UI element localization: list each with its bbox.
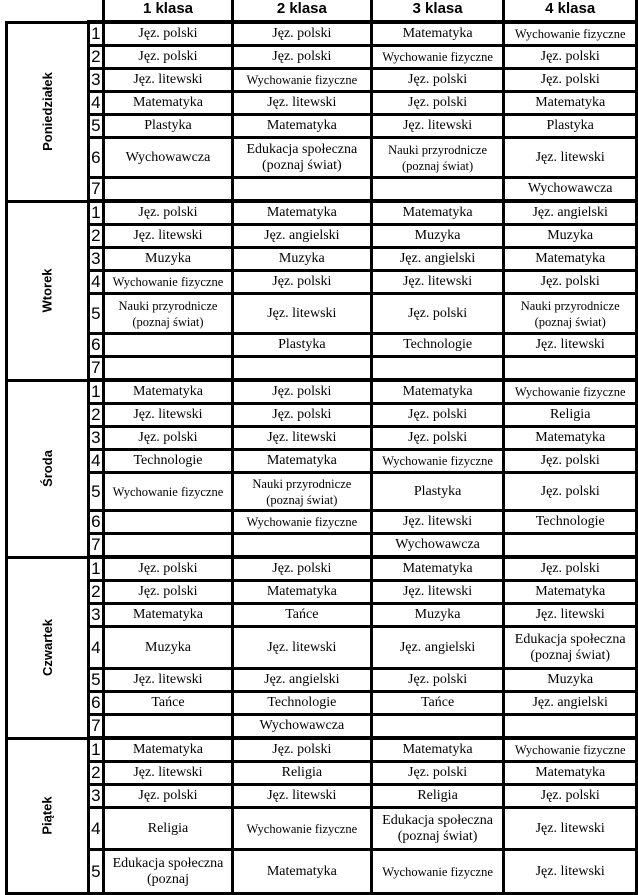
lesson-row (7, 692, 637, 715)
subject-cell: Wychowanie fizyczne (504, 22, 637, 46)
lesson-number: 2 (88, 46, 103, 69)
subject-cell: Matematyka (232, 115, 371, 138)
subject-cell (104, 178, 233, 202)
lesson-row (7, 357, 637, 381)
subject-cell: Plastyka (232, 334, 371, 357)
subject-cell: Jęz. angielski (371, 627, 504, 669)
column-header: 1 klasa (104, 0, 233, 22)
subject-cell (504, 357, 637, 381)
subject-cell: Wychowanie fizyczne (232, 808, 371, 850)
lesson-row (7, 785, 637, 808)
subject-cell: Jęz. litewski (104, 404, 233, 427)
subject-cell: Jęz. polski (104, 46, 233, 69)
subject-cell: Technologie (104, 450, 233, 473)
subject-cell: Jęz. polski (232, 380, 371, 404)
subject-cell: Jęz. litewski (371, 271, 504, 294)
column-header: 2 klasa (232, 0, 371, 22)
lesson-number: 4 (88, 271, 103, 294)
subject-cell: Matematyka (504, 762, 637, 785)
lesson-row (7, 850, 637, 894)
day-label: Poniedziałek (39, 71, 55, 151)
subject-cell: Matematyka (504, 427, 637, 450)
subject-cell: Jęz. angielski (371, 248, 504, 271)
column-header: 4 klasa (504, 0, 637, 22)
lesson-row (7, 22, 637, 46)
subject-cell: Nauki przyrodnicze (poznaj świat) (232, 473, 371, 511)
subject-cell: Wychowanie fizyczne (232, 511, 371, 534)
subject-cell: Jęz. litewski (104, 225, 233, 248)
subject-cell (232, 357, 371, 381)
lesson-number: 1 (88, 738, 103, 762)
lesson-number: 3 (88, 248, 103, 271)
subject-cell: Wychowanie fizyczne (232, 69, 371, 92)
subject-cell: Tańce (371, 692, 504, 715)
subject-cell: Matematyka (504, 92, 637, 115)
lesson-number: 1 (88, 380, 103, 404)
subject-cell: Matematyka (504, 581, 637, 604)
subject-cell: Jęz. polski (232, 46, 371, 69)
subject-cell: Jęz. litewski (232, 785, 371, 808)
subject-cell: Wychowanie fizyczne (371, 46, 504, 69)
subject-cell: Jęz. polski (371, 427, 504, 450)
subject-cell: Muzyka (104, 627, 233, 669)
lesson-row (7, 534, 637, 558)
subject-cell: Muzyka (104, 248, 233, 271)
lesson-row (7, 627, 637, 669)
day-label-cell (7, 557, 89, 738)
lesson-number: 4 (88, 92, 103, 115)
subject-cell: Jęz. litewski (371, 511, 504, 534)
subject-cell: Edukacja społeczna (poznaj świat) (232, 138, 371, 178)
subject-cell: Jęz. angielski (504, 692, 637, 715)
subject-cell (371, 178, 504, 202)
lesson-row (7, 669, 637, 692)
lesson-row (7, 473, 637, 511)
lesson-number: 1 (88, 557, 103, 581)
lesson-row (7, 738, 637, 762)
lesson-row (7, 138, 637, 178)
subject-cell: Jęz. litewski (104, 762, 233, 785)
subject-cell (504, 534, 637, 558)
day-label-cell (7, 380, 89, 557)
lesson-number: 2 (88, 762, 103, 785)
subject-cell: Jęz. litewski (371, 581, 504, 604)
subject-cell: Jęz. litewski (504, 604, 637, 627)
subject-cell: Matematyka (104, 738, 233, 762)
lesson-row (7, 450, 637, 473)
subject-cell: Technologie (232, 692, 371, 715)
lesson-row (7, 46, 637, 69)
subject-cell: Jęz. polski (104, 22, 233, 46)
day-label: Czwartek (39, 618, 55, 676)
subject-cell: Religia (104, 808, 233, 850)
subject-cell: Matematyka (232, 850, 371, 894)
subject-cell: Jęz. polski (104, 581, 233, 604)
subject-cell: Jęz. polski (504, 785, 637, 808)
subject-cell: Wychowawcza (232, 715, 371, 739)
subject-cell: Technologie (504, 511, 637, 534)
lesson-number: 5 (88, 669, 103, 692)
subject-cell: Plastyka (371, 473, 504, 511)
subject-cell: Jęz. angielski (504, 201, 637, 225)
lesson-row (7, 92, 637, 115)
lesson-number: 7 (88, 534, 103, 558)
subject-cell: Matematyka (371, 380, 504, 404)
subject-cell (371, 357, 504, 381)
subject-cell: Muzyka (504, 669, 637, 692)
subject-cell (232, 534, 371, 558)
subject-cell: Matematyka (104, 604, 233, 627)
subject-cell: Jęz. litewski (104, 669, 233, 692)
lesson-number: 7 (88, 178, 103, 202)
subject-cell: Wychowanie fizyczne (371, 850, 504, 894)
subject-cell (104, 511, 233, 534)
lesson-row (7, 427, 637, 450)
subject-cell: Jęz. polski (232, 271, 371, 294)
lesson-number: 5 (88, 294, 103, 334)
day-label-cell (7, 738, 89, 894)
lesson-number: 7 (88, 357, 103, 381)
subject-cell: Jęz. litewski (504, 138, 637, 178)
subject-cell: Matematyka (504, 248, 637, 271)
subject-cell: Nauki przyrodnicze (poznaj świat) (504, 294, 637, 334)
lesson-row (7, 604, 637, 627)
timetable (5, 0, 638, 895)
subject-cell: Jęz. polski (104, 785, 233, 808)
subject-cell: Tańce (232, 604, 371, 627)
lesson-row (7, 380, 637, 404)
subject-cell: Jęz. polski (104, 557, 233, 581)
lesson-row (7, 248, 637, 271)
lesson-number: 5 (88, 115, 103, 138)
subject-cell: Jęz. polski (371, 669, 504, 692)
subject-cell: Religia (504, 404, 637, 427)
lesson-number: 5 (88, 850, 103, 894)
subject-cell: Jęz. litewski (504, 334, 637, 357)
subject-cell: Jęz. polski (504, 473, 637, 511)
subject-cell: Jęz. angielski (232, 225, 371, 248)
subject-cell (104, 534, 233, 558)
lesson-number: 2 (88, 225, 103, 248)
subject-cell (104, 715, 233, 739)
lesson-number: 6 (88, 692, 103, 715)
header-corner (7, 0, 104, 22)
lesson-number: 2 (88, 404, 103, 427)
lesson-number: 7 (88, 715, 103, 739)
subject-cell: Jęz. polski (232, 22, 371, 46)
lesson-number: 2 (88, 581, 103, 604)
subject-cell: Matematyka (104, 380, 233, 404)
lesson-number: 5 (88, 473, 103, 511)
subject-cell: Muzyka (504, 225, 637, 248)
lesson-row (7, 69, 637, 92)
subject-cell: Jęz. polski (504, 46, 637, 69)
lesson-row (7, 178, 637, 202)
subject-cell: Wychowanie fizyczne (104, 473, 233, 511)
lesson-row (7, 225, 637, 248)
subject-cell: Matematyka (232, 201, 371, 225)
lesson-row (7, 294, 637, 334)
day-label-cell (7, 22, 89, 201)
lesson-row (7, 201, 637, 225)
lesson-row (7, 511, 637, 534)
subject-cell: Jęz. litewski (504, 850, 637, 894)
subject-cell: Jęz. polski (371, 294, 504, 334)
subject-cell (232, 178, 371, 202)
subject-cell: Jęz. polski (232, 557, 371, 581)
subject-cell: Matematyka (371, 22, 504, 46)
subject-cell: Religia (371, 785, 504, 808)
subject-cell: Muzyka (371, 604, 504, 627)
subject-cell: Plastyka (504, 115, 637, 138)
lesson-number: 6 (88, 511, 103, 534)
subject-cell: Technologie (371, 334, 504, 357)
subject-cell (104, 357, 233, 381)
subject-cell: Matematyka (232, 581, 371, 604)
subject-cell: Jęz. polski (371, 69, 504, 92)
day-label: Piątek (39, 796, 55, 835)
lesson-number: 6 (88, 334, 103, 357)
subject-cell: Matematyka (371, 201, 504, 225)
subject-cell: Jęz. litewski (371, 115, 504, 138)
subject-cell: Wychowawcza (371, 534, 504, 558)
lesson-row (7, 334, 637, 357)
lesson-number: 3 (88, 427, 103, 450)
lesson-row (7, 715, 637, 739)
subject-cell: Jęz. polski (371, 762, 504, 785)
subject-cell: Jęz. polski (104, 201, 233, 225)
subject-cell: Wychowanie fizyczne (371, 450, 504, 473)
lesson-number: 3 (88, 69, 103, 92)
subject-cell: Edukacja społeczna (poznaj (104, 850, 233, 894)
day-label: Wtorek (39, 267, 55, 313)
subject-cell: Muzyka (232, 248, 371, 271)
subject-cell: Wychowawcza (104, 138, 233, 178)
lesson-row (7, 808, 637, 850)
subject-cell: Edukacja społeczna (poznaj świat) (504, 627, 637, 669)
subject-cell: Jęz. angielski (232, 669, 371, 692)
lesson-row (7, 557, 637, 581)
subject-cell: Jęz. litewski (104, 69, 233, 92)
subject-cell: Muzyka (371, 225, 504, 248)
subject-cell (504, 715, 637, 739)
subject-cell: Jęz. litewski (232, 92, 371, 115)
subject-cell: Wychowanie fizyczne (504, 380, 637, 404)
subject-cell: Matematyka (232, 450, 371, 473)
subject-cell: Wychowawcza (504, 178, 637, 202)
lesson-row (7, 115, 637, 138)
subject-cell: Jęz. polski (504, 450, 637, 473)
lesson-number: 1 (88, 201, 103, 225)
lesson-row (7, 404, 637, 427)
subject-cell: Jęz. litewski (504, 808, 637, 850)
subject-cell: Tańce (104, 692, 233, 715)
lesson-number: 1 (88, 22, 103, 46)
subject-cell: Religia (232, 762, 371, 785)
header-row (7, 0, 637, 22)
day-label: Środa (39, 449, 55, 487)
subject-cell: Jęz. polski (504, 557, 637, 581)
subject-cell (104, 334, 233, 357)
subject-cell: Nauki przyrodnicze (poznaj świat) (371, 138, 504, 178)
subject-cell: Matematyka (371, 738, 504, 762)
lesson-row (7, 581, 637, 604)
subject-cell: Jęz. polski (371, 404, 504, 427)
subject-cell: Wychowanie fizyczne (504, 738, 637, 762)
subject-cell: Jęz. polski (504, 69, 637, 92)
subject-cell: Jęz. litewski (232, 627, 371, 669)
column-header: 3 klasa (371, 0, 504, 22)
lesson-number: 3 (88, 604, 103, 627)
lesson-number: 6 (88, 138, 103, 178)
subject-cell: Matematyka (104, 92, 233, 115)
subject-cell: Wychowanie fizyczne (104, 271, 233, 294)
subject-cell (371, 715, 504, 739)
subject-cell: Matematyka (371, 557, 504, 581)
subject-cell: Jęz. litewski (232, 427, 371, 450)
lesson-number: 4 (88, 808, 103, 850)
subject-cell: Edukacja społeczna (poznaj świat) (371, 808, 504, 850)
lesson-number: 3 (88, 785, 103, 808)
subject-cell: Jęz. polski (104, 427, 233, 450)
subject-cell: Jęz. litewski (232, 294, 371, 334)
lesson-row (7, 762, 637, 785)
subject-cell: Nauki przyrodnicze (poznaj świat) (104, 294, 233, 334)
subject-cell: Jęz. polski (232, 404, 371, 427)
lesson-row (7, 271, 637, 294)
subject-cell: Jęz. polski (504, 271, 637, 294)
lesson-number: 4 (88, 450, 103, 473)
lesson-number: 4 (88, 627, 103, 669)
subject-cell: Jęz. polski (371, 92, 504, 115)
day-label-cell (7, 201, 89, 380)
subject-cell: Jęz. polski (232, 738, 371, 762)
subject-cell: Plastyka (104, 115, 233, 138)
